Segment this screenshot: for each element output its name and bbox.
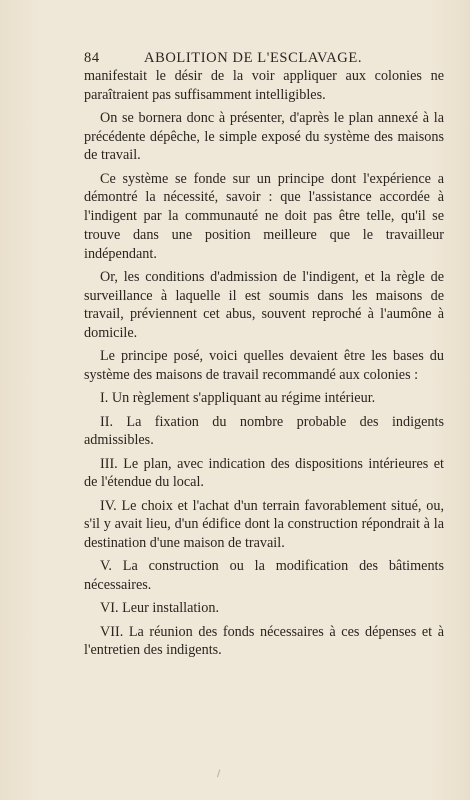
list-item: VI. Leur installation. <box>100 600 219 617</box>
list-item: I. Un règlement s'appliquant au régime intérieur. <box>100 390 376 407</box>
paragraph: On se bornera donc à présenter, d'après le plan annexé à la précédente dépêche, le simple exposé du système des maisons de travail. <box>84 110 444 164</box>
paragraph-continuation: manifestait le désir de la voir appliquer aux colonies ne paraîtraient pas suffisamment intelligibles. <box>84 68 444 103</box>
page-header <box>84 50 444 68</box>
paragraph: Le principe posé, voici quelles devaient être les bases du système des maisons de travail recommandé aux colonies : <box>84 348 444 383</box>
running-title: ABOLITION DE L'ESCLAVAGE. <box>144 50 363 66</box>
list-item: IV. Le choix et l'achat d'un terrain favorablement situé, ou, s'il y avait lieu, d'un édifice dont la construction répondrait à la destination d'une maison de travail. <box>84 497 444 551</box>
paper-mark <box>217 769 224 778</box>
paragraph: Or, les conditions d'admission de l'indigent, et la règle de surveillance à laquelle il est soumis dans les maisons de travail, préviennent cet abus, souvent reproché à l'aumône à domicile. <box>84 268 444 341</box>
list-item: V. La construction ou la modification des bâtiments nécessaires. <box>84 558 444 593</box>
page-number: 84 <box>84 50 100 66</box>
paragraph: Ce système se fonde sur un principe dont l'expérience a démontré la nécessité, savoir : que l'assistance accordée à l'indigent par la communauté ne doit pas être telle, qu'il se trouve dans une position meilleure que le travailleur indépendant. <box>84 170 444 262</box>
body-text <box>84 67 444 665</box>
list-item: III. Le plan, avec indication des dispositions intérieures et de l'étendue du local. <box>84 455 444 491</box>
list-item: VII. La réunion des fonds nécessaires à ces dépenses et à l'entretien des indigents. <box>84 623 444 659</box>
list-item: II. La fixation du nombre probable des indigents admissibles. <box>84 413 444 449</box>
